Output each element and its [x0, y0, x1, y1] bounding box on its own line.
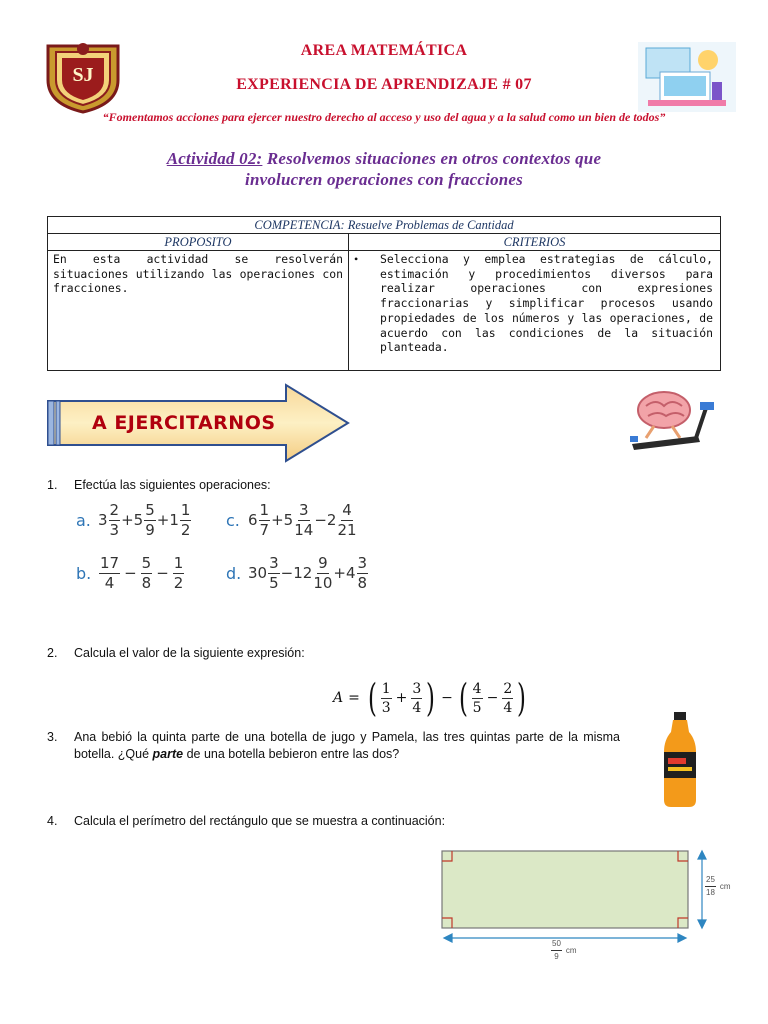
height-label [704, 876, 731, 897]
juice-bottle-image [658, 712, 702, 808]
fraction [472, 682, 483, 715]
height-fraction [705, 876, 716, 897]
numerator: 9 [318, 553, 328, 572]
numerator: 25 [705, 876, 716, 887]
whole-number: 1 [169, 511, 179, 529]
fraction [313, 553, 333, 592]
width-unit: cm [565, 946, 577, 955]
denominator: 8 [357, 573, 368, 592]
fraction [144, 500, 156, 539]
left-paren: ( [458, 676, 468, 720]
criterio-text: Selecciona y emplea estrategias de cálculo, estimación y procedimientos diversos para realizar operaciones con expresiones fraccionarias y simplificar procesos usando propiedades de los números y las operaciones, de acuerdo con las condiciones de la situación planteada. [380, 252, 713, 355]
denominator: 9 [145, 520, 155, 539]
question-1 [0, 477, 768, 497]
right-paren: ) [517, 676, 527, 720]
fraction [259, 500, 271, 539]
question-1-text: Efectúa las siguientes operaciones: [74, 478, 271, 492]
fraction [99, 553, 120, 592]
brain-treadmill-illustration [626, 386, 716, 452]
operator: − [314, 511, 327, 529]
operator: − [486, 690, 499, 706]
numerator: 3 [412, 680, 422, 697]
height-unit: cm [719, 882, 731, 891]
operation-b [76, 553, 185, 593]
competencia-header: COMPETENCIA: Resuelve Problemas de Cantidad [48, 217, 721, 234]
numerator: 5 [141, 553, 152, 572]
fraction [268, 553, 280, 592]
question-4-text: Calcula el perímetro del rectángulo que se muestra a continuación: [74, 814, 446, 828]
question-3-text: Ana bebió la quinta parte de una botella de jugo y Pamela, las tres quintas parte de la misma botella. ¿Qué [74, 730, 620, 761]
numerator: 17 [100, 553, 120, 572]
numerator: 1 [180, 500, 191, 519]
denominator: 4 [104, 573, 115, 592]
operator: − [441, 690, 453, 706]
denominator: 2 [180, 520, 191, 539]
width-fraction [551, 940, 562, 961]
operator: + [333, 564, 346, 582]
fraction [381, 682, 392, 715]
whole-number: 5 [133, 511, 144, 529]
fraction [173, 553, 185, 592]
fraction [502, 682, 513, 715]
denominator: 21 [337, 520, 357, 539]
question-3-number: 3. [47, 730, 58, 744]
activity-title [60, 148, 708, 190]
denominator: 5 [269, 573, 279, 592]
operator: − [156, 564, 169, 582]
operation-d-label: d. [226, 563, 242, 583]
proposito-header: PROPOSITO [48, 234, 349, 251]
banner-text: A EJERCITARNOS [92, 412, 276, 434]
numerator: 4 [342, 500, 352, 519]
denominator: 8 [141, 573, 152, 592]
numerator: 3 [298, 500, 309, 519]
question-3-text-end: de una botella bebieron entre las dos? [183, 747, 400, 761]
rectangle-figure [436, 844, 746, 964]
operation-a-label: a. [76, 510, 91, 530]
operation-a [76, 500, 192, 540]
question-4-number: 4. [47, 814, 58, 828]
proposito-text: En esta actividad se resolverán situaciones utilizando las operaciones con fracciones. [53, 252, 343, 296]
whole-number: 3 [98, 511, 108, 529]
numerator: 1 [381, 680, 391, 697]
expression-a [333, 676, 529, 720]
whole-number: 6 [248, 511, 258, 529]
whole-number: 12 [293, 564, 313, 582]
numerator: 2 [503, 680, 513, 697]
operator: + [156, 511, 170, 529]
question-2-text: Calcula el valor de la siguiente expresión: [74, 646, 305, 660]
motto-text: “Fomentamos acciones para ejercer nuestro derecho al acceso y uso del agua y a la salud como un bien de todos” [102, 110, 666, 124]
competencia-table [47, 216, 721, 371]
criterio-bullet: • [354, 252, 359, 266]
criterios-header: CRITERIOS [349, 234, 721, 251]
numerator: 50 [551, 940, 562, 951]
ejercitarnos-banner [46, 383, 350, 463]
denominator: 18 [706, 888, 715, 897]
operator: + [121, 511, 134, 529]
activity-title-line2: involucren operaciones con fracciones [245, 170, 523, 189]
numerator: 4 [472, 680, 482, 697]
numerator: 5 [145, 500, 155, 519]
denominator: 10 [313, 573, 333, 592]
experience-title: EXPERIENCIA DE APRENDIZAJE # 07 [236, 76, 532, 93]
numerator: 2 [109, 500, 120, 519]
operator: − [124, 564, 137, 582]
numerator: 1 [173, 553, 184, 572]
activity-title-line1: Resolvemos situaciones en otros contextos que [266, 149, 602, 168]
denominator: 7 [259, 520, 270, 539]
activity-label: Actividad 02: [166, 149, 263, 168]
equals-sign: = [348, 690, 360, 706]
proposito-cell [48, 251, 349, 371]
numerator: 1 [259, 500, 270, 519]
question-4 [0, 813, 768, 833]
fraction [180, 500, 192, 539]
whole-number: 4 [345, 564, 356, 582]
width-label [550, 940, 577, 961]
fraction [337, 500, 357, 539]
fraction [141, 553, 153, 592]
denominator: 3 [381, 699, 391, 716]
right-paren: ) [426, 676, 436, 720]
operator: − [280, 564, 294, 582]
operation-b-label: b. [76, 563, 92, 583]
denominator: 5 [472, 699, 482, 716]
operation-c-label: c. [226, 510, 240, 530]
whole-number: 5 [283, 511, 294, 529]
question-3-body [74, 729, 620, 763]
question-3 [0, 729, 768, 769]
numerator: 3 [269, 553, 279, 572]
question-3-emphasis: parte [152, 747, 184, 761]
criterios-cell [349, 251, 721, 371]
fraction [411, 682, 422, 715]
denominator: 4 [503, 699, 513, 716]
operator: + [271, 511, 284, 529]
whole-number: 2 [326, 511, 337, 529]
operation-d [226, 553, 369, 593]
fraction [109, 500, 121, 539]
expression-variable: A [333, 690, 344, 706]
area-title: AREA MATEMÁTICA [300, 42, 468, 59]
crest-lettering: SJ [72, 64, 94, 86]
denominator: 2 [173, 573, 184, 592]
operator: + [395, 690, 408, 706]
denominator: 3 [109, 520, 120, 539]
denominator: 9 [554, 952, 559, 961]
question-2-number: 2. [47, 646, 58, 660]
whole-number: 30 [248, 564, 268, 582]
classroom-illustration [638, 42, 736, 112]
fraction [357, 553, 369, 592]
question-1-number: 1. [47, 478, 58, 492]
fraction [294, 500, 314, 539]
numerator: 3 [357, 553, 368, 572]
rectangle-shape [442, 851, 688, 928]
left-paren: ( [367, 676, 377, 720]
denominator: 4 [412, 699, 422, 716]
denominator: 14 [294, 520, 314, 539]
operation-c [226, 500, 358, 540]
question-2 [0, 645, 768, 665]
